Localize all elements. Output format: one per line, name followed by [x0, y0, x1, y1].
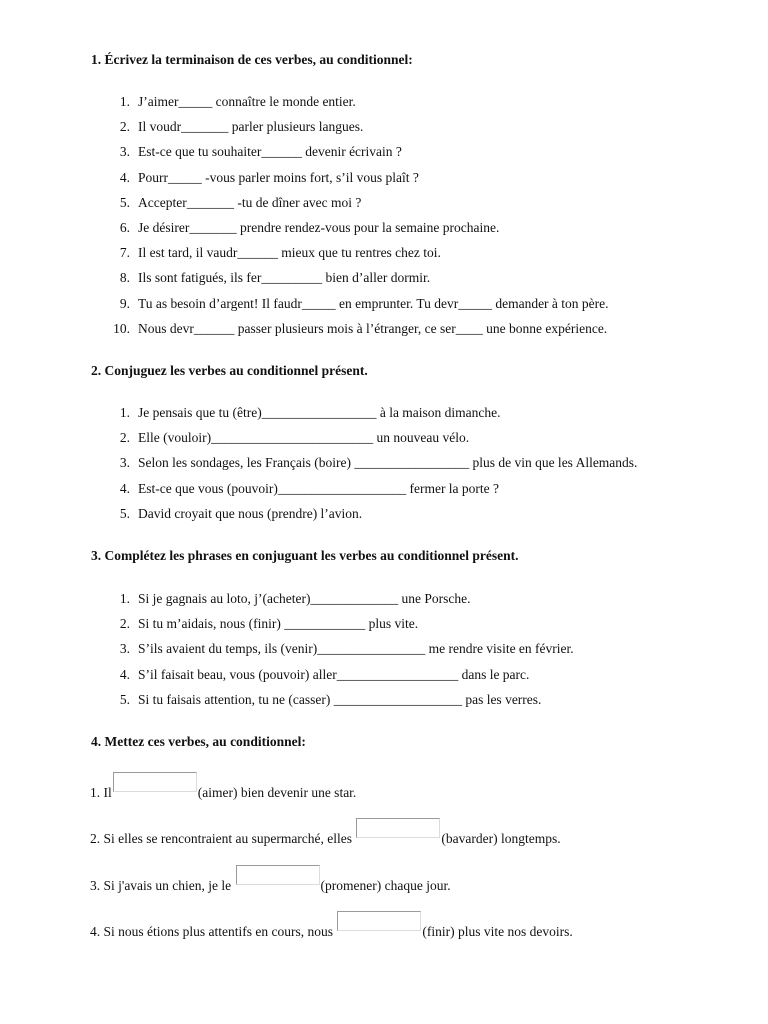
section2-list — [110, 400, 637, 526]
section1-item — [110, 240, 609, 265]
section2-item — [110, 501, 637, 526]
item-text: Si je gagnais au loto, j’(acheter)_____________ une Porsche. — [138, 591, 471, 606]
item-text: David croyait que nous (prendre) l’avion. — [138, 505, 363, 521]
item-text: Si tu m’aidais, nous (finir) ____________ plus vite. — [138, 616, 419, 632]
item-text: Elle (vouloir)________________________ un nouveau vélo. — [138, 430, 470, 446]
section1-title: 1. Écrivez la terminaison de ces verbes, au conditionnel: — [91, 52, 413, 67]
item-number: 1. — [119, 405, 130, 420]
section1-item — [110, 215, 609, 240]
item-text: Est-ce que vous (pouvoir)___________________ fermer la porte ? — [138, 480, 500, 496]
item-text: Accepter_______ -tu de dîner avec moi ? — [138, 194, 362, 210]
item-number: 4. — [119, 480, 130, 496]
item-text: Pourr_____ -vous parler moins fort, s’il vous plaît ? — [138, 169, 419, 185]
section3-item — [110, 662, 574, 687]
item-text: Est-ce que tu souhaiter______ devenir écrivain ? — [138, 144, 402, 160]
sentence-end: (bavarder) longtemps. — [441, 831, 561, 846]
item-number: 1. — [119, 591, 130, 606]
item-number: 2. — [119, 119, 130, 135]
item-text: Il voudr_______ parler plusieurs langues. — [138, 119, 364, 135]
item-number: 5. — [119, 194, 130, 210]
section3-item — [110, 586, 574, 611]
section3-item — [110, 636, 574, 661]
section2-item — [110, 476, 637, 501]
item-number: 3. — [119, 455, 130, 471]
item-number: 5. — [119, 505, 130, 521]
item-number: 3. — [119, 641, 130, 657]
section1-item — [110, 89, 609, 114]
section4-item — [90, 818, 561, 849]
item-text: S’il faisait beau, vous (pouvoir) aller__________________ dans le parc. — [138, 666, 530, 682]
item-text: Je pensais que tu (être)_________________ à la maison dimanche. — [138, 405, 501, 420]
item-text: Ils sont fatigués, ils fer_________ bien d’aller dormir. — [138, 270, 431, 286]
section3-item — [110, 687, 574, 712]
item-number: 4. — [119, 169, 130, 185]
item-text: Si tu faisais attention, tu ne (casser) ___________________ pas les verres. — [138, 691, 542, 707]
section2-item — [110, 425, 637, 450]
item-number: 1. — [119, 94, 130, 109]
answer-input-box[interactable] — [337, 911, 421, 931]
section4-item — [90, 865, 451, 896]
answer-input-box[interactable] — [236, 865, 320, 885]
item-text: Nous devr______ passer plusieurs mois à l’étranger, ce ser____ une bonne expérience. — [138, 320, 608, 336]
sentence-end: (promener) chaque jour. — [320, 878, 451, 893]
section1-item — [110, 139, 609, 164]
section1-item — [110, 291, 609, 316]
section4-title: 4. Mettez ces verbes, au conditionnel: — [91, 734, 306, 749]
item-number: 2. — [119, 430, 130, 446]
section1-item — [110, 265, 609, 290]
section4-item — [90, 772, 356, 803]
item-text: Je désirer_______ prendre rendez-vous pour la semaine prochaine. — [138, 219, 500, 235]
item-text: J’aimer_____ connaître le monde entier. — [138, 94, 356, 109]
section2-title: 2. Conjuguez les verbes au conditionnel présent. — [91, 363, 368, 378]
sentence-start: 2. Si elles se rencontraient au supermarché, elles — [90, 831, 353, 846]
section3-title: 3. Complétez les phrases en conjuguant les verbes au conditionnel présent. — [91, 548, 519, 563]
item-number: 10. — [113, 320, 130, 336]
item-number: 4. — [119, 666, 130, 682]
answer-input-box[interactable] — [356, 818, 440, 838]
item-number: 8. — [119, 270, 130, 286]
section1-list — [110, 89, 609, 341]
sentence-end: (aimer) bien devenir une star. — [197, 785, 357, 800]
section3-item — [110, 611, 574, 636]
sentence-start: 1. Il — [90, 785, 112, 800]
section3-list — [110, 586, 574, 712]
item-number: 7. — [119, 245, 130, 261]
section2-item — [110, 450, 637, 475]
section1-item — [110, 165, 609, 190]
item-text: Selon les sondages, les Français (boire) _________________ plus de vin que les Allemands. — [138, 455, 638, 471]
section2-item — [110, 400, 637, 425]
sentence-start: 3. Si j'avais un chien, je le — [90, 878, 232, 893]
answer-input-box[interactable] — [113, 772, 197, 792]
item-text: Il est tard, il vaudr______ mieux que tu rentres chez toi. — [138, 245, 441, 261]
sentence-start: 4. Si nous étions plus attentifs en cours, nous — [90, 924, 333, 939]
item-number: 6. — [119, 219, 130, 235]
section1-item — [110, 114, 609, 139]
item-number: 5. — [119, 691, 130, 707]
item-text: S’ils avaient du temps, ils (venir)________________ me rendre visite en février. — [138, 641, 574, 657]
section1-item — [110, 316, 609, 341]
item-text: Tu as besoin d’argent! Il faudr_____ en emprunter. Tu devr_____ demander à ton père. — [138, 295, 609, 311]
section4-item — [90, 911, 573, 942]
sentence-end: (finir) plus vite nos devoirs. — [422, 924, 573, 939]
item-number: 3. — [119, 144, 130, 160]
section1-item — [110, 190, 609, 215]
item-number: 2. — [119, 616, 130, 632]
item-number: 9. — [119, 295, 130, 311]
